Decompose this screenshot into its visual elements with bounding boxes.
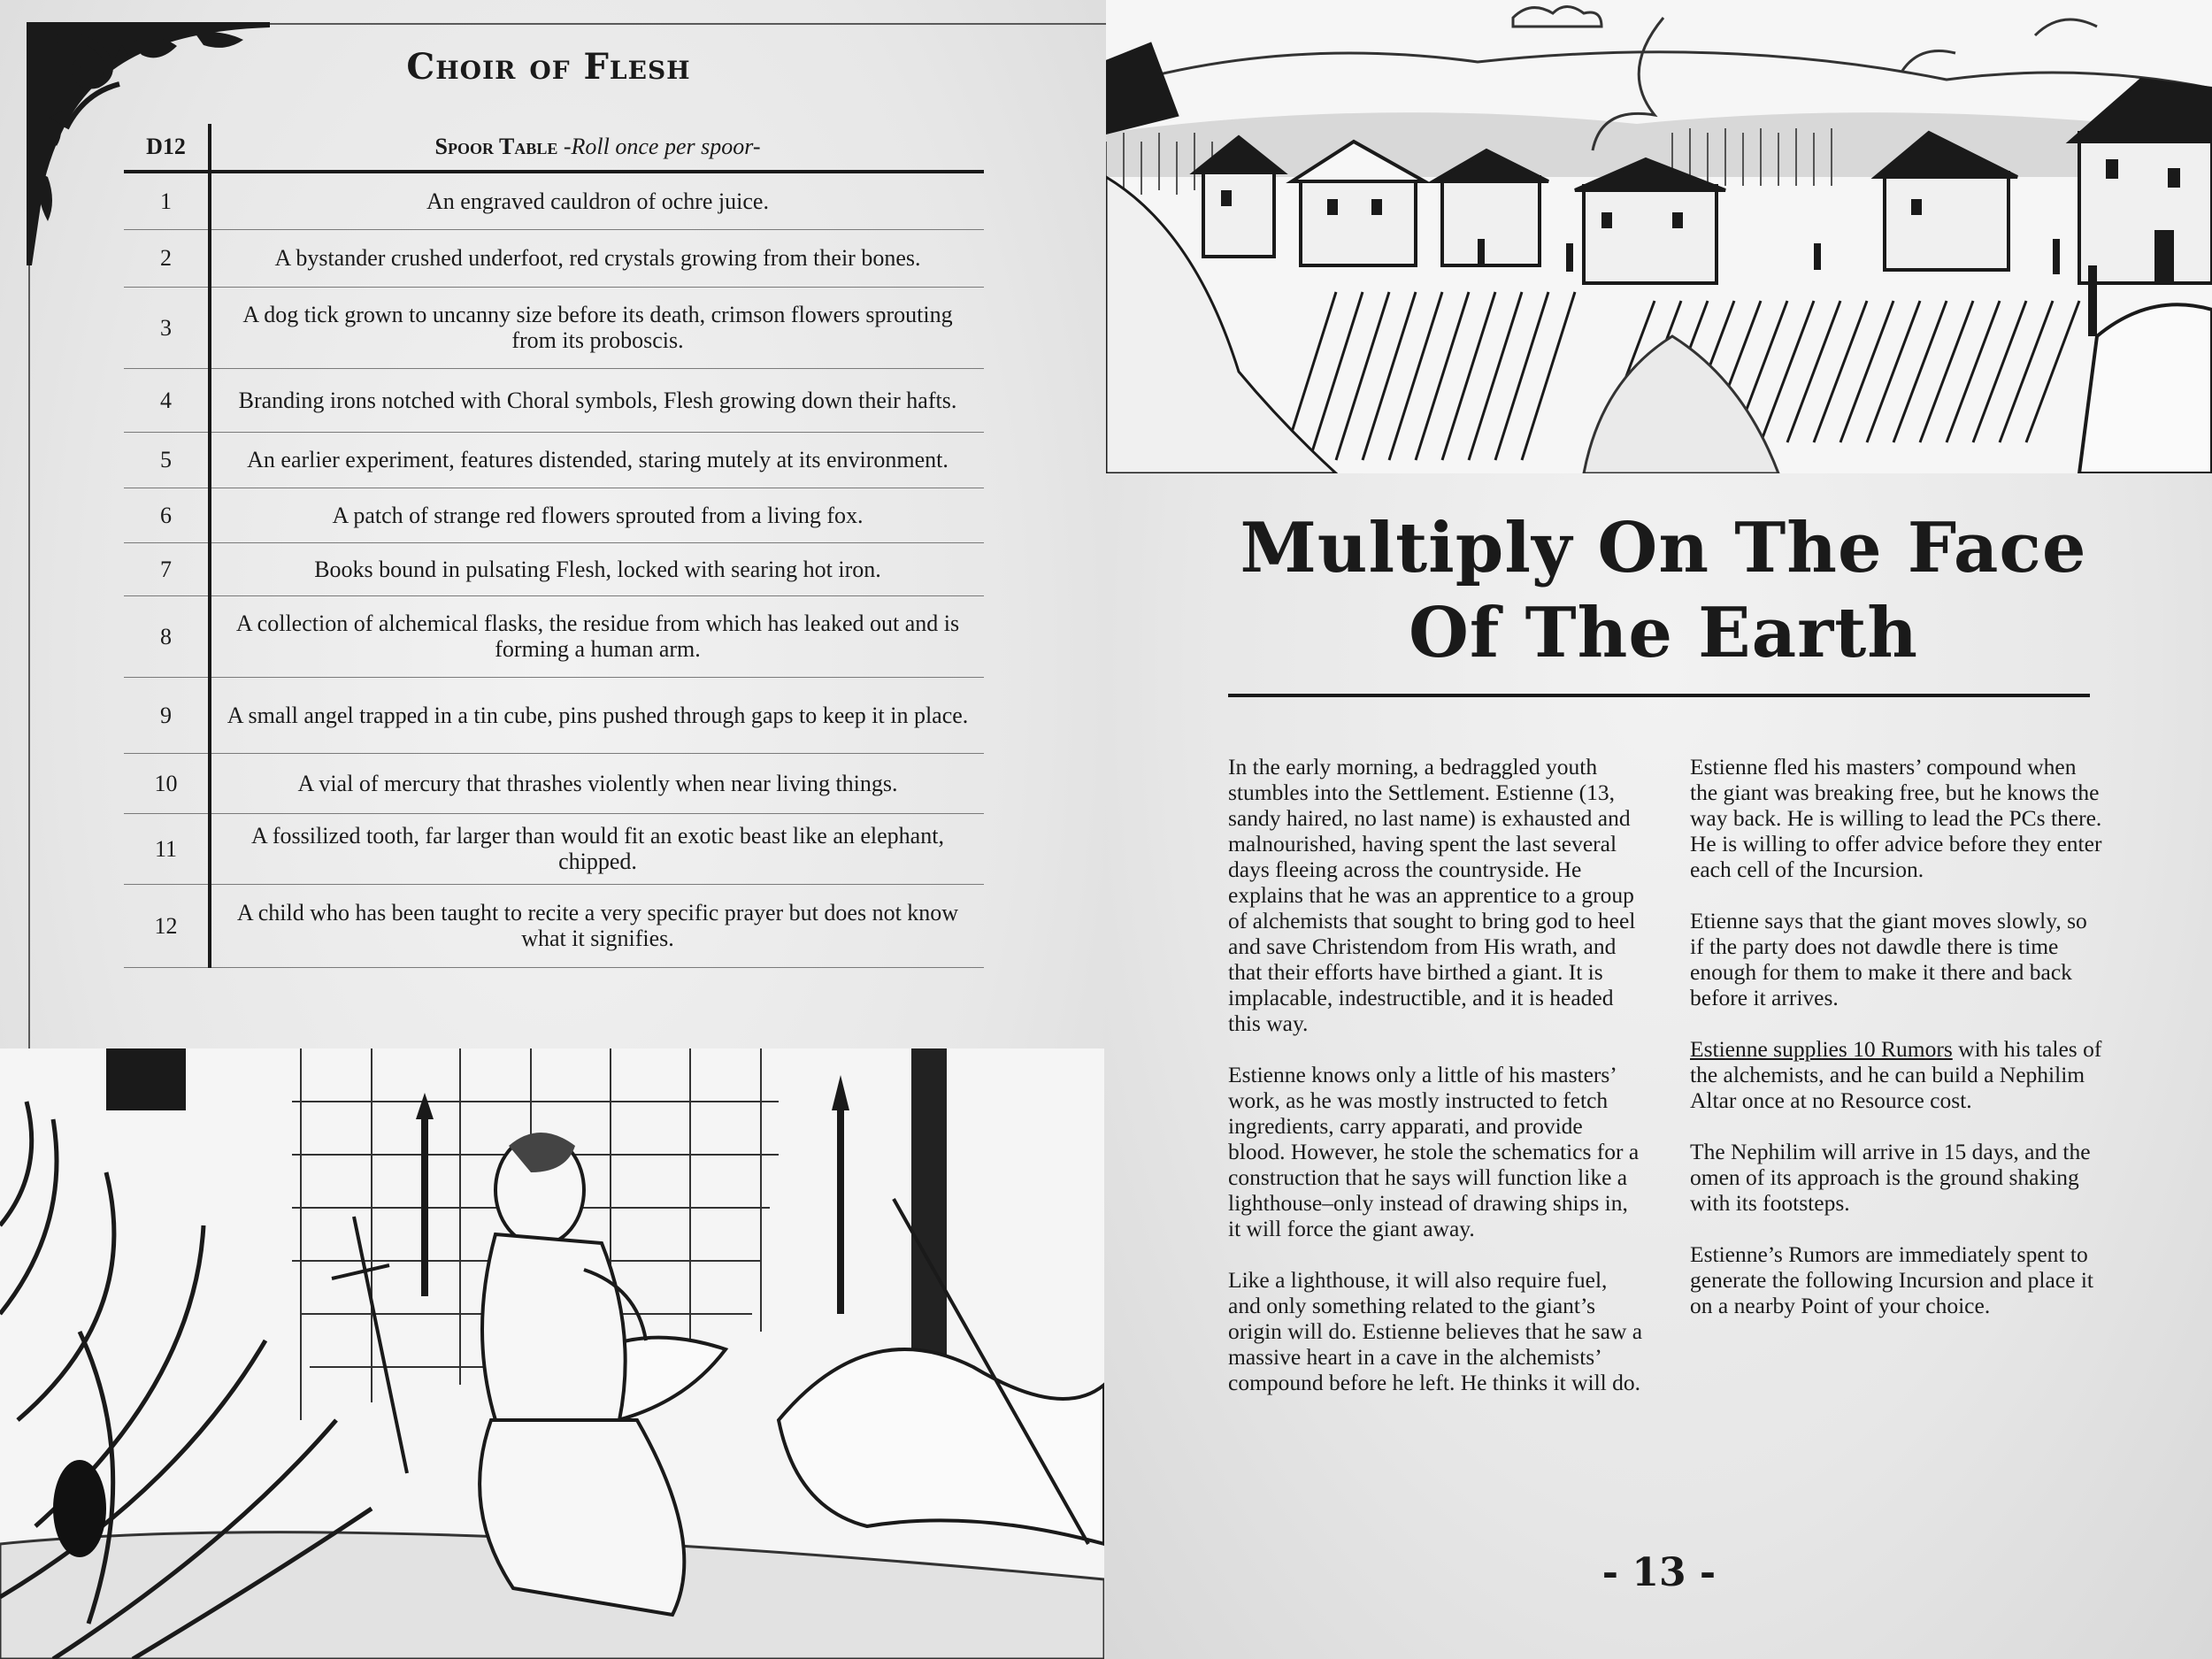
table-row xyxy=(124,595,984,677)
row-number: 5 xyxy=(124,432,210,488)
body-paragraph: Estienne’s Rumors are immediately spent to generate the following Incursion and place it on a nearby Point of your choice. xyxy=(1690,1241,2093,1318)
row-number: 4 xyxy=(124,368,210,432)
table-row xyxy=(124,287,984,368)
row-number: 6 xyxy=(124,488,210,542)
row-number: 10 xyxy=(124,753,210,813)
row-text: Branding irons notched with Choral symbols, Flesh growing down their hafts. xyxy=(210,368,984,432)
main-heading-line-2: Of The Earth xyxy=(1408,593,1918,673)
body-paragraph: Like a lighthouse, it will also require fuel, and only something related to the giant’s origin will do. Estienne believes that he saw a massive heart in a cave in the alchemists’ compound before he left. He thinks it will do. xyxy=(1228,1267,1643,1395)
table-row xyxy=(124,229,984,287)
table-row xyxy=(124,432,984,488)
table-row xyxy=(124,753,984,813)
table-header-row xyxy=(124,124,984,172)
table-title-header xyxy=(210,124,984,172)
table-row xyxy=(124,677,984,753)
table-row xyxy=(124,172,984,229)
row-text: A dog tick grown to uncanny size before its death, crimson flowers sprouting from its proboscis. xyxy=(210,287,984,368)
body-paragraph: Etienne says that the giant moves slowly, so if the party does not dawdle there is time enough for them to make it there and back before it arrives. xyxy=(1690,908,2087,1010)
rumors-reference: Estienne supplies 10 Rumors xyxy=(1690,1036,1953,1062)
body-column-right xyxy=(1690,754,2106,1344)
row-number: 2 xyxy=(124,229,210,287)
row-text: An earlier experiment, features distended, staring mutely at its environment. xyxy=(210,432,984,488)
table-title: Spoor Table xyxy=(434,134,558,159)
row-number: 11 xyxy=(124,813,210,884)
village-illustration xyxy=(1106,0,2212,473)
body-paragraph: In the early morning, a bedraggled youth stumbles into the Settlement. Estienne (13, sandy haired, no last name) is exhausted and malnourished, having spent the last several days fleeing across the countryside. He explains that he was an apprentice to a group of alchemists that sought to bring god to heel and save Christendom from His wrath, and that their efforts have birthed a giant. It is implacable, indestructible, and it is headed this way. xyxy=(1228,754,1636,1036)
table-row xyxy=(124,542,984,595)
row-text: A collection of alchemical flasks, the residue from which has leaked out and is forming a human arm. xyxy=(210,595,984,677)
page-number: - 13 - xyxy=(1601,1550,1717,1595)
rumors-reference-text: with his tales of the alchemists, and he can build a Nephilim Altar once at no Resource cost. xyxy=(1690,1036,2102,1113)
row-text: Books bound in pulsating Flesh, locked with searing hot iron. xyxy=(210,542,984,595)
row-text: A patch of strange red flowers sprouted from a living fox. xyxy=(210,488,984,542)
main-heading xyxy=(1186,506,2141,676)
row-text: A vial of mercury that thrashes violently when near living things. xyxy=(210,753,984,813)
table-row xyxy=(124,368,984,432)
spoor-table xyxy=(124,124,984,968)
row-text: A fossilized tooth, far larger than would fit an exotic beast like an elephant, chipped. xyxy=(210,813,984,884)
section-title: Choir of Flesh xyxy=(406,46,691,88)
row-number: 7 xyxy=(124,542,210,595)
row-text: An engraved cauldron of ochre juice. xyxy=(210,172,984,229)
body-paragraph xyxy=(1690,1036,2106,1113)
row-text: A child who has been taught to recite a very specific prayer but does not know what it signifies. xyxy=(210,884,984,967)
row-number: 8 xyxy=(124,595,210,677)
main-heading-line-1: Multiply On The Face xyxy=(1240,508,2087,588)
row-number: 3 xyxy=(124,287,210,368)
table-row xyxy=(124,884,984,967)
row-number: 9 xyxy=(124,677,210,753)
table-note: -Roll once per spoor- xyxy=(563,134,761,159)
table-row xyxy=(124,488,984,542)
row-number: 1 xyxy=(124,172,210,229)
heading-rule xyxy=(1228,694,2090,697)
body-column-left xyxy=(1228,754,1644,1421)
row-number: 12 xyxy=(124,884,210,967)
body-paragraph: Estienne knows only a little of his masters’ work, as he was mostly instructed to fetch ingredients, carry apparati, and provide blood. However, he stole the schematics for a construction that he says will function like a lighthouse–only instead of drawing ships in, it will force the giant away. xyxy=(1228,1062,1640,1241)
body-paragraph: The Nephilim will arrive in 15 days, and the omen of its approach is the ground shaking with its footsteps. xyxy=(1690,1139,2091,1216)
body-paragraph: Estienne fled his masters’ compound when the giant was breaking free, but he knows the way back. He is willing to lead the PCs there. He is willing to offer advice before they enter each cell of the Incursion. xyxy=(1690,754,2102,882)
kneeling-figure-illustration xyxy=(0,1048,1104,1659)
table-row xyxy=(124,813,984,884)
die-header: D12 xyxy=(124,124,210,172)
row-text: A bystander crushed underfoot, red crystals growing from their bones. xyxy=(210,229,984,287)
row-text: A small angel trapped in a tin cube, pins pushed through gaps to keep it in place. xyxy=(210,677,984,753)
